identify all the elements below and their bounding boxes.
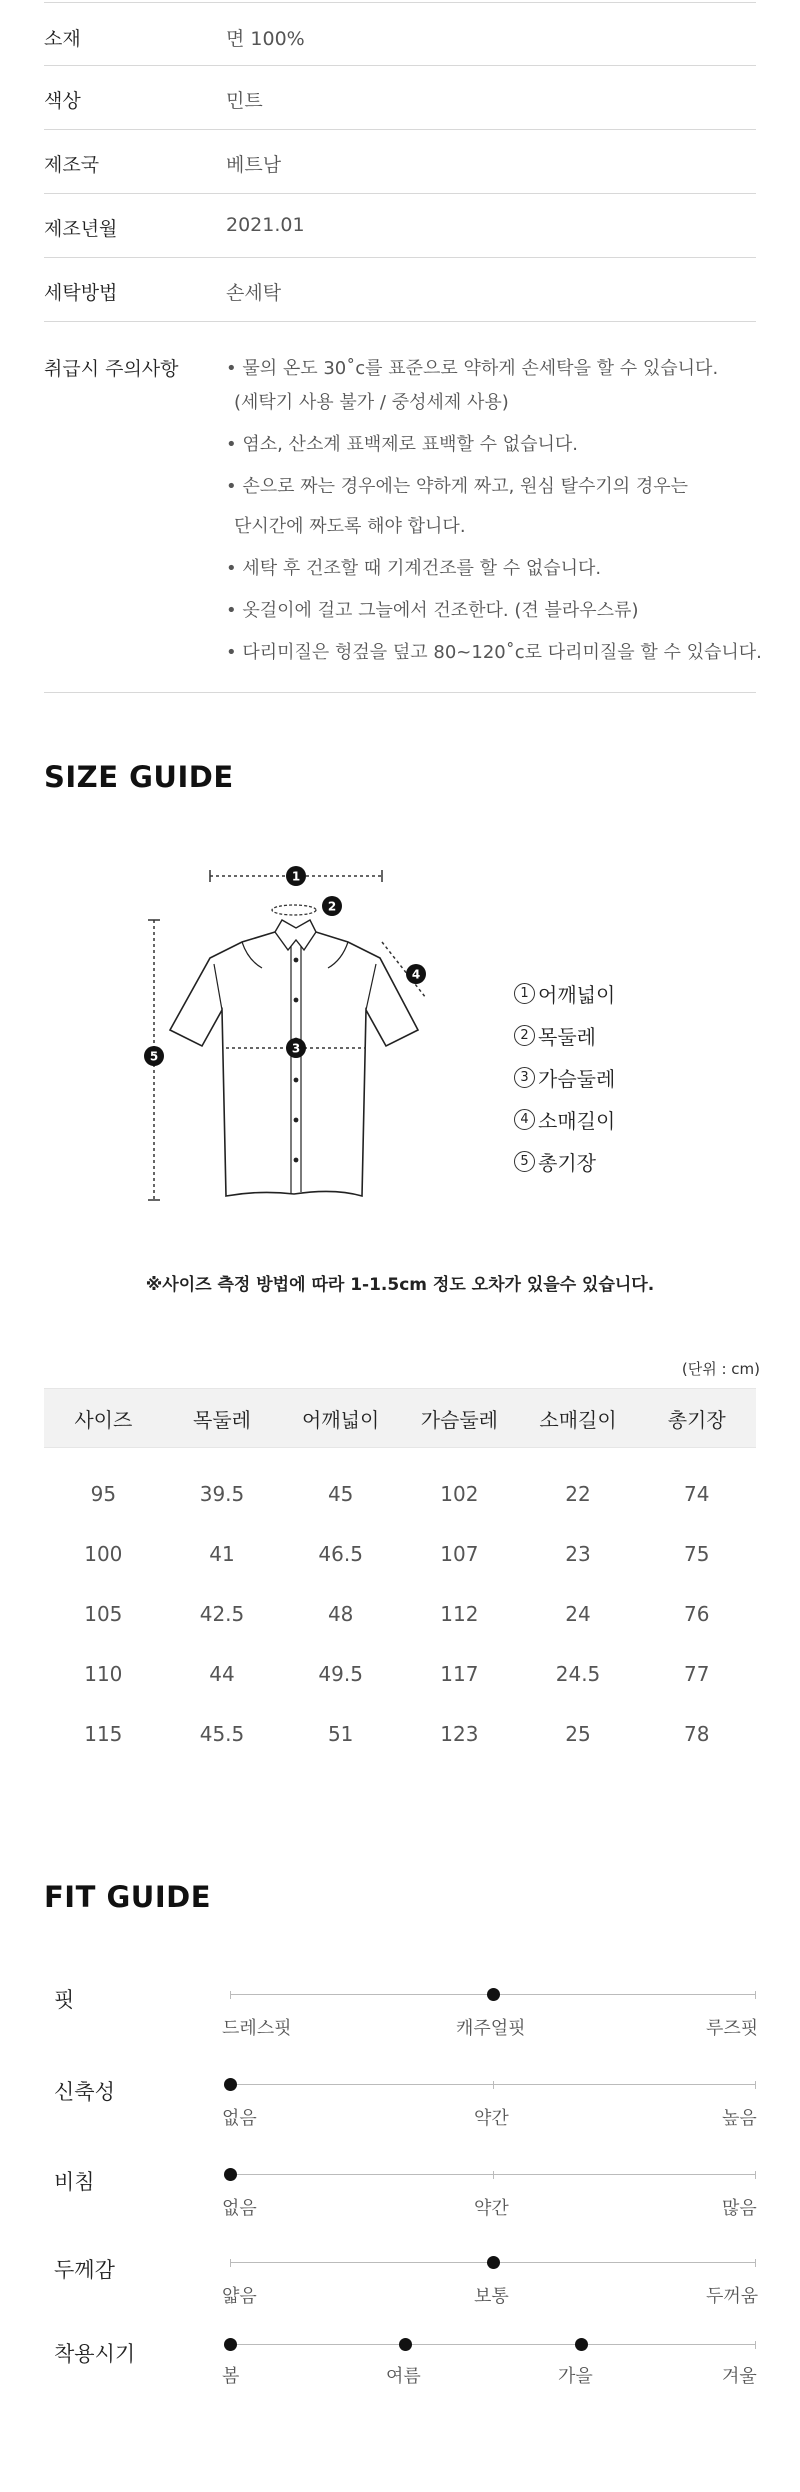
table-cell: 24 (565, 1602, 591, 1626)
stretch-selected-dot (224, 2078, 237, 2091)
sheerness-scale-track (230, 2168, 756, 2182)
legend-item (514, 1140, 615, 1182)
marker-label: 2 (327, 899, 337, 914)
table-cell: 44 (209, 1662, 235, 1686)
spec-label: 제조국 (44, 154, 100, 176)
marker-5 (144, 1046, 164, 1066)
season-option: 가을 (558, 2366, 593, 2387)
care-line: • 세탁 후 건조할 때 기계건조를 할 수 없습니다. (226, 558, 602, 579)
table-row (44, 1524, 756, 1584)
season-selected-dot (224, 2338, 237, 2351)
spec-value: 2021.01 (226, 214, 305, 236)
fit-option: 루즈핏 (706, 2018, 759, 2039)
fit-label: 핏 (54, 1988, 75, 2012)
spec-row-country (44, 130, 756, 194)
care-line: • 손으로 짜는 경우에는 약하게 짜고, 원심 탈수기의 경우는 (226, 476, 689, 497)
season-scale-track (230, 2338, 756, 2352)
marker-label: 4 (411, 967, 421, 982)
table-cell: 95 (90, 1482, 117, 1506)
legend-item (514, 1014, 615, 1056)
sheerness-option: 많음 (722, 2198, 757, 2219)
size-table (44, 1388, 756, 1764)
header-cell: 사이즈 (74, 1407, 133, 1432)
season-option: 여름 (386, 2366, 421, 2387)
care-line: • 물의 온도 30˚c를 표준으로 약하게 손세탁을 할 수 있습니다. (226, 358, 719, 379)
table-cell: 22 (565, 1482, 591, 1506)
stretch-option: 높음 (722, 2108, 757, 2129)
care-line: • 다리미질은 헝겊을 덮고 80~120˚c로 다리미질을 할 수 있습니다. (226, 642, 762, 663)
spec-label: 소재 (44, 28, 81, 50)
spec-row-manufacture-date (44, 194, 756, 258)
stretch-option: 없음 (222, 2108, 257, 2129)
table-cell: 25 (565, 1722, 591, 1746)
sheerness-option: 약간 (474, 2198, 509, 2219)
legend-item (514, 1098, 615, 1140)
marker-label: 1 (291, 869, 301, 884)
header-cell: 어깨넓이 (302, 1407, 380, 1432)
fit-option: 캐주얼핏 (456, 2018, 526, 2039)
table-cell: 117 (440, 1662, 479, 1686)
table-cell: 115 (84, 1722, 123, 1746)
season-label: 착용시기 (54, 2342, 136, 2366)
table-row (44, 1464, 756, 1524)
legend-label: 가슴둘레 (538, 1066, 616, 1091)
care-line: • 염소, 산소계 표백제로 표백할 수 없습니다. (226, 434, 578, 455)
care-line: (세탁기 사용 불가 / 중성세제 사용) (234, 392, 509, 413)
thickness-option: 두꺼움 (706, 2286, 759, 2307)
table-cell: 41 (209, 1542, 235, 1566)
table-cell: 51 (327, 1722, 354, 1746)
table-row (44, 1584, 756, 1644)
size-measurement-note: ※사이즈 측정 방법에 따라 1-1.5cm 정도 오차가 있을수 있습니다. (145, 1275, 655, 1295)
marker-3 (286, 1038, 306, 1058)
legend-item (514, 972, 615, 1014)
thickness-scale-track (230, 2256, 756, 2270)
table-cell: 100 (84, 1542, 123, 1566)
marker-1 (286, 866, 306, 886)
header-cell: 가슴둘레 (420, 1407, 498, 1432)
marker-label: 3 (291, 1041, 301, 1056)
spec-value: 민트 (226, 90, 263, 112)
season-option: 봄 (222, 2366, 240, 2387)
table-cell: 78 (683, 1722, 710, 1746)
table-cell: 45.5 (199, 1722, 245, 1746)
legend-label: 총기장 (538, 1150, 596, 1175)
shirt-outline (170, 932, 421, 1196)
legend-number: 1 (514, 983, 535, 1004)
thickness-option: 얇음 (222, 2286, 257, 2307)
header-cell: 총기장 (667, 1407, 726, 1432)
legend-label: 어깨넓이 (538, 982, 616, 1007)
spec-value: 손세탁 (226, 282, 282, 304)
spec-label: 세탁방법 (44, 282, 118, 304)
table-cell: 46.5 (318, 1542, 363, 1566)
shirt-size-diagram (130, 850, 470, 1230)
legend-number: 3 (514, 1067, 535, 1088)
table-cell: 74 (683, 1482, 710, 1506)
legend-label: 소매길이 (538, 1108, 616, 1133)
stretch-label: 신축성 (54, 2080, 115, 2104)
stretch-option: 약간 (474, 2108, 509, 2129)
size-guide-title: SIZE GUIDE (44, 760, 234, 794)
spec-label: 색상 (44, 90, 81, 112)
thickness-option: 보통 (474, 2286, 509, 2307)
legend-number: 5 (514, 1151, 535, 1172)
legend-number: 2 (514, 1025, 535, 1046)
spec-row-color (44, 66, 756, 130)
spec-row-material (44, 2, 756, 66)
sheerness-option: 없음 (222, 2198, 257, 2219)
fit-selected-dot (487, 1988, 500, 2001)
table-cell: 23 (565, 1542, 591, 1566)
table-cell: 107 (440, 1542, 479, 1566)
table-cell: 39.5 (199, 1482, 245, 1506)
legend-label: 목둘레 (538, 1024, 596, 1049)
thickness-label: 두께감 (54, 2258, 115, 2282)
fit-option: 드레스핏 (222, 2018, 292, 2039)
sheerness-selected-dot (224, 2168, 237, 2181)
thickness-selected-dot (487, 2256, 500, 2269)
table-cell: 24.5 (555, 1662, 601, 1686)
fit-scale-track (230, 1988, 756, 2002)
table-cell: 77 (683, 1662, 710, 1686)
season-option: 겨울 (722, 2366, 757, 2387)
marker-4 (406, 964, 426, 984)
table-cell: 105 (84, 1602, 123, 1626)
table-cell: 75 (683, 1542, 710, 1566)
header-cell: 목둘레 (193, 1407, 251, 1432)
legend-item (514, 1056, 615, 1098)
table-cell: 49.5 (318, 1662, 363, 1686)
table-cell: 42.5 (199, 1602, 245, 1626)
marker-label: 5 (149, 1049, 159, 1064)
table-row (44, 1704, 756, 1764)
spec-row-washing (44, 258, 756, 322)
care-line: 단시간에 짜도록 해야 합니다. (234, 516, 466, 537)
fit-guide-title: FIT GUIDE (44, 1880, 212, 1914)
season-selected-dot (399, 2338, 412, 2351)
table-cell: 48 (327, 1602, 354, 1626)
neck-measure-line (272, 905, 316, 915)
care-line: • 옷걸이에 걸고 그늘에서 건조한다. (견 블라우스류) (226, 600, 639, 621)
marker-2 (322, 896, 342, 916)
size-legend (514, 972, 615, 1182)
spec-label: 제조년월 (44, 218, 118, 240)
spec-table-bottom-border (44, 692, 756, 693)
table-cell: 45 (327, 1482, 354, 1506)
header-cell: 소매길이 (539, 1407, 617, 1432)
spec-value: 베트남 (226, 154, 282, 176)
stretch-scale-track (230, 2078, 756, 2092)
table-cell: 76 (683, 1602, 710, 1626)
legend-number: 4 (514, 1109, 535, 1130)
spec-value: 면 100% (226, 28, 305, 50)
sheerness-label: 비침 (54, 2170, 95, 2194)
table-cell: 102 (440, 1482, 479, 1506)
table-cell: 112 (440, 1602, 479, 1626)
table-cell: 123 (440, 1722, 479, 1746)
season-selected-dot (575, 2338, 588, 2351)
table-cell: 110 (84, 1662, 123, 1686)
table-row (44, 1644, 756, 1704)
size-table-header (44, 1388, 756, 1448)
unit-note: (단위 : cm) (681, 1360, 760, 1378)
care-label: 취급시 주의사항 (44, 358, 179, 380)
